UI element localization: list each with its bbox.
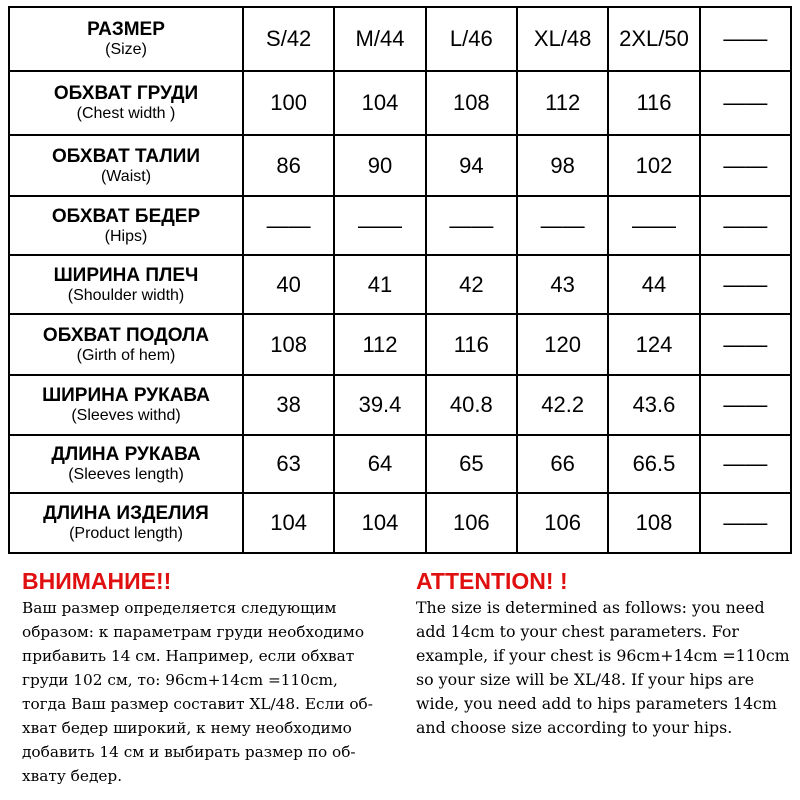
row-label-cell [9, 314, 243, 375]
value-cell: 42.2 [517, 375, 608, 435]
row-label-ru: ОБХВАТ БЕДЕР [51, 205, 201, 227]
value-cell: 43 [517, 255, 608, 314]
header-size-cell: XL/48 [517, 7, 608, 71]
value-cell: 108 [608, 493, 699, 553]
value-cell: 112 [334, 314, 425, 375]
value-cell: 116 [608, 71, 699, 135]
value-cell: 86 [243, 135, 334, 196]
row-label-cell [9, 255, 243, 314]
value-cell: 41 [334, 255, 425, 314]
row-label-cell [9, 375, 243, 435]
header-size-cell: L/46 [426, 7, 517, 71]
attention-body-en: The size is determined as follows: you need add 14cm to your chest parameters. For example, if your chest is 96cm+14cm =110cm so your size will be XL/48. If your hips are wide, you need add to hips parameters 14cm and choose size according to your hips. [416, 598, 790, 737]
value-cell: 65 [426, 435, 517, 493]
value-cell: —— [426, 196, 517, 255]
value-cell: —— [700, 314, 791, 375]
value-cell: —— [517, 196, 608, 255]
row-label-ru: ОБХВАТ ГРУДИ [53, 83, 199, 104]
value-cell: —— [700, 196, 791, 255]
value-cell: 104 [334, 71, 425, 135]
value-cell: 108 [426, 71, 517, 135]
row-label-ru: ОБХВАТ ПОДОЛА [42, 324, 210, 346]
row-label-cell [9, 196, 243, 255]
value-cell: —— [700, 493, 791, 553]
table-row [9, 314, 791, 375]
row-label-ru: ОБХВАТ ТАЛИИ [51, 145, 201, 167]
row-label-cell [9, 435, 243, 493]
attention-note-en [416, 566, 796, 740]
value-cell: —— [608, 196, 699, 255]
value-cell: 42 [426, 255, 517, 314]
table-row [9, 255, 791, 314]
row-label-en: (Sleeves withd) [71, 407, 181, 424]
value-cell: 112 [517, 71, 608, 135]
value-cell: 108 [243, 314, 334, 375]
value-cell: 44 [608, 255, 699, 314]
value-cell: 120 [517, 314, 608, 375]
row-label-en: (Waist) [100, 167, 152, 185]
row-label-ru: ДЛИНА РУКАВА [51, 444, 201, 465]
value-cell: —— [700, 435, 791, 493]
row-label-en: (Sleeves length) [68, 466, 184, 483]
header-label-ru: РАЗМЕР [87, 19, 165, 40]
table-row [9, 375, 791, 435]
value-cell: —— [243, 196, 334, 255]
table-row [9, 493, 791, 553]
header-size-cell: 2XL/50 [608, 7, 699, 71]
row-label-cell [9, 71, 243, 135]
value-cell: 106 [517, 493, 608, 553]
value-cell: 38 [243, 375, 334, 435]
header-size-cell: M/44 [334, 7, 425, 71]
row-label-en: (Girth of hem) [76, 346, 176, 364]
value-cell: 102 [608, 135, 699, 196]
value-cell: 124 [608, 314, 699, 375]
value-cell: 39.4 [334, 375, 425, 435]
header-size-cell: S/42 [243, 7, 334, 71]
value-cell: 106 [426, 493, 517, 553]
table-header-row [9, 7, 791, 71]
value-cell: 94 [426, 135, 517, 196]
value-cell: 104 [334, 493, 425, 553]
value-cell: —— [700, 71, 791, 135]
row-label-ru: ШИРИНА ПЛЕЧ [53, 264, 199, 286]
value-cell: —— [334, 196, 425, 255]
row-label-cell [9, 135, 243, 196]
value-cell: 98 [517, 135, 608, 196]
table-row [9, 135, 791, 196]
attention-heading-ru: ВНИМАНИЕ!! [22, 568, 172, 594]
row-label-en: (Chest width ) [76, 105, 176, 122]
header-size-cell: —— [700, 7, 791, 71]
value-cell: 100 [243, 71, 334, 135]
row-label-ru: ШИРИНА РУКАВА [42, 385, 210, 406]
value-cell: 104 [243, 493, 334, 553]
header-label-en: (Size) [105, 41, 147, 58]
value-cell: 66.5 [608, 435, 699, 493]
value-cell: 43.6 [608, 375, 699, 435]
row-label-en: (Product length) [69, 525, 183, 542]
table-row [9, 435, 791, 493]
value-cell: —— [700, 255, 791, 314]
value-cell: 116 [426, 314, 517, 375]
row-label-en: (Hips) [104, 227, 148, 245]
table-row [9, 196, 791, 255]
header-label-cell [9, 7, 243, 71]
attention-note-ru [22, 566, 412, 788]
value-cell: 40 [243, 255, 334, 314]
row-label-cell [9, 493, 243, 553]
value-cell: 63 [243, 435, 334, 493]
row-label-ru: ДЛИНА ИЗДЕЛИЯ [43, 503, 209, 524]
value-cell: 90 [334, 135, 425, 196]
attention-body-ru: Ваш размер определяется следующим образом: к параметрам груди необходимо прибавить 14 см. Например, если обхват груди 102 см, то: 96cm+14cm =110cm, тогда Ваш размер составит XL/48. Если об- хват бедер широкий, к нему необходимо добавить 14 см и выбирать размер по об- хвату бедер. [22, 599, 373, 785]
value-cell: 40.8 [426, 375, 517, 435]
table-row [9, 71, 791, 135]
value-cell: 66 [517, 435, 608, 493]
row-label-en: (Shoulder width) [67, 286, 185, 304]
value-cell: 64 [334, 435, 425, 493]
attention-heading-en: ATTENTION! ! [416, 568, 568, 594]
size-chart-table [8, 6, 792, 554]
value-cell: —— [700, 375, 791, 435]
value-cell: —— [700, 135, 791, 196]
